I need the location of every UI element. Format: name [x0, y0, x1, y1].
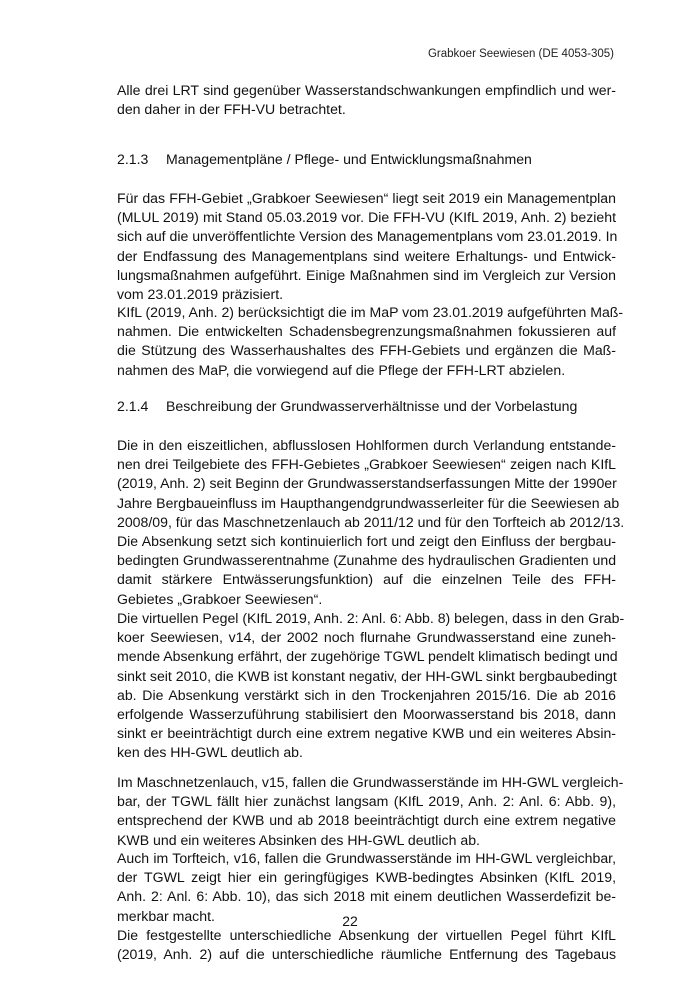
paragraph	[117, 436, 625, 609]
text-line: nahmen des MaP, die vorwiegend auf die Pflege der FFH-LRT abzielen.	[117, 361, 566, 378]
text-line: ken des HH-GWL deutlich ab.	[117, 744, 303, 761]
running-header: Grabkoer Seewiesen (DE 4053-305)	[427, 48, 614, 60]
page-number: 22	[342, 913, 358, 929]
text-line: koer Seewiesen, v14, der 2002 noch flurnahe Grundwasserstand eine zuneh-	[117, 629, 616, 646]
text-line: Für das FFH-Gebiet „Grabkoer Seewiesen“ liegt seit 2019 ein Managementplan	[117, 190, 616, 206]
text-line: vom 23.01.2019 präzisiert.	[117, 286, 284, 303]
text-line: Anh. 2: Anl. 6: Abb. 10), das sich 2018 mit einem deutlichen Wasserdefizit be-	[117, 888, 616, 905]
text-line: sinkt er beeinträchtigt durch eine extrem negative KWB und ein weiteres Absin-	[117, 725, 616, 742]
text-line: Die virtuellen Pegel (KIfL 2019, Anh. 2: Anl. 6: Abb. 8) belegen, dass in den Grab-	[117, 610, 625, 626]
text-line: (2019, Anh. 2) auf die unterschiedliche räumliche Entfernung des Tagebaus	[117, 946, 616, 963]
text-line: Im Maschnetzenlauch, v15, fallen die Grundwasserstände im HH-GWL vergleich-	[117, 774, 624, 790]
text-line: nahmen. Die entwickelten Schadensbegrenzungsmaßnahmen fokussieren auf	[117, 323, 616, 340]
text-line: (2019, Anh. 2) seit Beginn der Grundwasserstandserfassungen Mitte der 1990er	[117, 475, 617, 492]
paragraph	[117, 773, 624, 850]
text-line: KWB und ein weiteres Absinken des HH-GWL deutlich ab.	[117, 831, 480, 848]
text-line: den daher in der FFH-VU betrachtet.	[117, 101, 346, 118]
text-line: bedingten Grundwasserentnahme (Zunahme des hydraulischen Gradienten und	[117, 552, 617, 569]
text-line: sinkt seit 2010, die KWB ist konstant negativ, der HH-GWL sinkt bergbaubedingt	[117, 667, 617, 684]
text-line: lungsmaßnahmen aufgeführt. Einige Maßnahmen sind im Vergleich zur Version	[117, 266, 616, 283]
text-line: Alle drei LRT sind gegenüber Wasserstandschwankungen empfindlich und wer-	[117, 82, 616, 98]
text-line: Auch im Torfteich, v16, fallen die Grundwasserstände im HH-GWL vergleichbar,	[117, 850, 616, 866]
intro-paragraph	[117, 81, 616, 119]
section-heading-2-1-4	[117, 397, 577, 416]
text-line: merkbar macht.	[117, 907, 215, 924]
paragraph	[117, 926, 616, 964]
text-line: Gebietes „Grabkoer Seewiesen“.	[117, 590, 323, 607]
paragraph	[117, 609, 625, 763]
text-line: Die Absenkung setzt sich kontinuierlich fort und zeigt den Einfluss der bergbau-	[117, 533, 616, 550]
text-line: der Endfassung des Managementplans sind weitere Erhaltungs- und Entwick-	[117, 247, 616, 264]
text-line: ab. Die Absenkung verstärkt sich in den Trockenjahren 2015/16. Die ab 2016	[117, 686, 616, 703]
text-line: die Stützung des Wasserhaushaltes des FFH-Gebiets und ergänzen die Maß-	[117, 342, 616, 359]
text-line: Die festgestellte unterschiedliche Absenkung der virtuellen Pegel führt KIfL	[117, 927, 616, 943]
text-line: bar, der TGWL fällt hier zunächst langsam (KIfL 2019, Anh. 2: Anl. 6: Abb. 9),	[117, 793, 616, 810]
text-line: der TGWL zeigt hier ein geringfügiges KWB-bedingtes Absinken (KIfL 2019,	[117, 869, 616, 886]
text-line: (MLUL 2019) mit Stand 05.03.2019 vor. Die FFH-VU (KIfL 2019, Anh. 2) bezieht	[117, 209, 616, 226]
text-line: erfolgende Wasserzuführung stabilisiert den Moorwasserstand bis 2018, dann	[117, 706, 616, 723]
text-line: 2008/09, für das Maschnetzenlauch ab 2011/12 und für den Torfteich ab 2012/13.	[117, 513, 625, 530]
text-line: Jahre Bergbaueinfluss im Haupthangendgrundwasserleiter für die Seewiesen ab	[117, 494, 620, 511]
section-number: 2.1.4	[117, 398, 149, 414]
section-title: Managementpläne / Pflege- und Entwicklungsmaßnahmen	[166, 151, 532, 167]
text-line: mende Absenkung erfährt, der zugehörige TGWL pendelt klimatisch bedingt und	[117, 648, 618, 665]
paragraph	[117, 189, 616, 304]
text-line: damit stärkere Entwässerungsfunktion) auf die einzelnen Teile des FFH-	[117, 571, 616, 588]
text-line: sich auf die unveröffentlichte Version des Managementplans vom 23.01.2019. In	[117, 228, 618, 245]
text-line: KIfL (2019, Anh. 2) berücksichtigt die im MaP vom 23.01.2019 aufgeführten Maß-	[117, 304, 624, 320]
section-heading-2-1-3	[117, 150, 532, 169]
section-title: Beschreibung der Grundwasserverhältnisse und der Vorbelastung	[166, 398, 578, 414]
text-line: nen drei Teilgebiete des FFH-Gebietes „Grabkoer Seewiesen“ zeigen nach KIfL	[117, 456, 616, 473]
text-line: entsprechend der KWB und ab 2018 beeinträchtigt durch eine extrem negative	[117, 812, 616, 829]
text-line: Die in den eiszeitlichen, abflusslosen Hohlformen durch Verlandung entstande-	[117, 437, 616, 453]
section-number: 2.1.3	[117, 151, 149, 167]
paragraph	[117, 303, 624, 380]
